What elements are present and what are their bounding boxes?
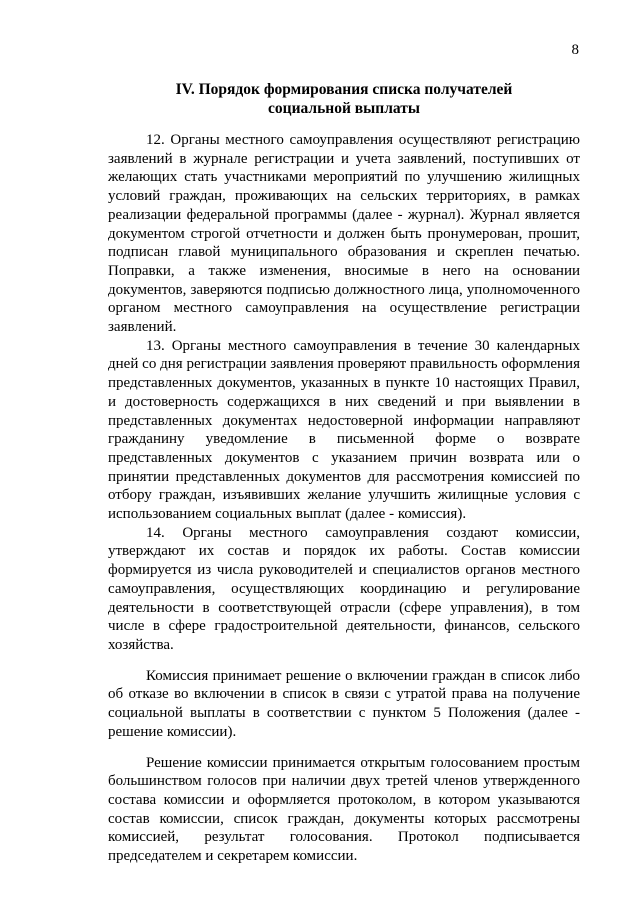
paragraph-13: 13. Органы местного самоуправления в течение 30 календарных дней со дня регистрации заявления проверяют правильность оформления представленных документов, указанных в пункте 10 настоящих Правил, и достоверность содержащихся в них сведений и при выявлении в представленных документах недостоверной информации направляют гражданину уведомление в письменной форме о возврате представленных документов с указанием причин возврата или о принятии представленных документов для рассмотрения комиссией по отбору граждан, изъявивших желание улучшить жилищные условия с использованием социальных выплат (далее - комиссия). xyxy=(108,337,580,523)
section-heading xyxy=(108,80,580,118)
paragraph-commission-decision: Комиссия принимает решение о включении граждан в список либо об отказе во включении в список в связи с утратой права на получение социальной выплаты в соответствии с пунктом 5 Положения (далее - решение комиссии). xyxy=(108,667,580,740)
paragraph-voting-procedure: Решение комиссии принимается открытым голосованием простым большинством голосов при наличии двух третей членов утвержденного состава комиссии и оформляется протоколом, в котором указываются состав комиссии, список граждан, документы которых рассмотрены комиссией, результат голосования. Протокол подписывается председателем и секретарем комиссии. xyxy=(108,754,580,865)
paragraph-12: 12. Органы местного самоуправления осуществляют регистрацию заявлений в журнале регистрации и учета заявлений, поступивших от желающих стать участниками мероприятий по улучшению жилищных условий граждан, проживающих на сельских территориях, в рамках реализации федеральной программы (далее - журнал). Журнал является документом строгой отчетности и должен быть пронумерован, прошит, подписан главой муниципального образования и скреплен печатью. Поправки, а также изменения, вносимые в него на основании документов, заверяются подписью должностного лица, уполномоченного органом местного самоуправления на осуществление регистрации заявлений. xyxy=(108,132,580,336)
body-text xyxy=(108,131,580,866)
section-title-line-2: социальной выплаты xyxy=(268,100,420,117)
section-title-line-1: IV. Порядок формирования списка получателей xyxy=(175,81,513,98)
paragraph-14: 14. Органы местного самоуправления создают комиссии, утверждают их состав и порядок их работы. Состав комиссии формируется из числа руководителей и специалистов органов местного самоуправления, осуществляющих координацию и регулирование деятельности в соответствующей отрасли (сфере управления), в том числе в сфере градостроительной деятельности, финансов, сельского хозяйства. xyxy=(108,524,580,653)
page-number: 8 xyxy=(571,42,579,58)
